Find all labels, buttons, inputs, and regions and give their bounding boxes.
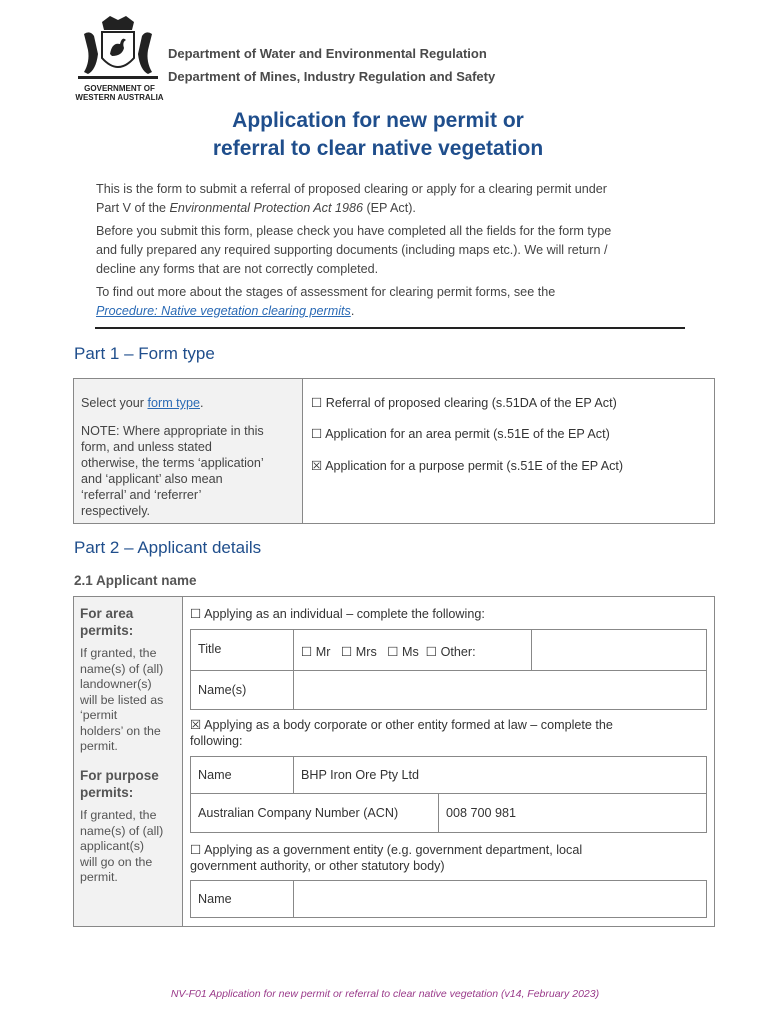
company-name-value: BHP Iron Ore Pty Ltd [301, 768, 420, 782]
intro-paragraph-3 [96, 283, 696, 321]
part1-heading: Part 1 – Form type [74, 344, 215, 363]
body-corporate-option[interactable] [190, 717, 710, 749]
select-text: Select your [81, 396, 148, 410]
intro-p3-end: . [350, 304, 355, 318]
area-text: If granted, the [80, 646, 157, 660]
area-title: For area [80, 606, 134, 621]
purpose-text: If granted, the [80, 808, 157, 822]
page-title [80, 107, 676, 163]
option-label: Referral of proposed clearing (s.51DA of the EP Act) [325, 396, 617, 410]
government-entity-option[interactable] [190, 842, 710, 874]
names-input[interactable] [293, 670, 707, 710]
intro-paragraph-2 [96, 222, 696, 279]
option-label: Application for a purpose permit (s.51E of the EP Act) [325, 459, 624, 473]
gov-line-1: GOVERNMENT OF [84, 84, 155, 93]
purpose-text: name(s) of (all) [80, 823, 164, 838]
area-text: landowner(s) [80, 677, 152, 691]
purpose-text: will go on the [80, 854, 153, 869]
gov-name-label: Name [198, 892, 232, 906]
divider [95, 327, 685, 329]
intro-p2-line3: decline any forms that are not correctly completed. [96, 262, 379, 276]
note-line: and ‘applicant’ also mean [81, 472, 223, 486]
area-text: holders’ on the [80, 723, 161, 738]
form-type-link[interactable]: form type [147, 396, 200, 410]
name-label: Name [198, 768, 232, 782]
area-title: permits: [80, 623, 134, 638]
act-name: Environmental Protection Act 1986 [169, 201, 363, 215]
purpose-text: applicant(s) [80, 839, 145, 853]
title-checkboxes[interactable]: ☐ Mr ☐ Mrs ☐ Ms ☐ Other: [301, 645, 476, 659]
select-end: . [200, 396, 204, 410]
intro-p2-line1: Before you submit this form, please check you have completed all the fields for the form type [96, 224, 612, 238]
body-corporate-line1: ☒ Applying as a body corporate or other entity formed at law – complete the [190, 718, 613, 732]
individual-option[interactable]: ☐ Applying as an individual – complete the following: [190, 607, 485, 621]
select-form-type [81, 395, 204, 411]
department-1: Department of Water and Environmental Regulation [168, 46, 487, 61]
area-permits-block [80, 605, 180, 755]
part2-heading: Part 2 – Applicant details [74, 538, 262, 557]
government-line2: government authority, or other statutory body) [190, 859, 445, 873]
checkbox-area-permit[interactable]: ☐ [311, 427, 323, 441]
government-wordmark [72, 84, 167, 102]
department-2: Department of Mines, Industry Regulation and Safety [168, 69, 496, 84]
note-line: form, and unless stated [81, 440, 212, 454]
area-text: permit. [80, 739, 118, 753]
note-line: NOTE: Where appropriate in this [81, 424, 264, 438]
area-text: ‘permit [80, 708, 118, 722]
other-title-input[interactable] [531, 629, 707, 671]
intro-p1-line1: This is the form to submit a referral of proposed clearing or apply for a clearing permit under [96, 182, 607, 196]
checkbox-referral[interactable]: ☐ [311, 396, 323, 410]
area-text: will be listed as [80, 692, 164, 707]
purpose-permits-block [80, 767, 180, 886]
applicant-name-subheading: 2.1 Applicant name [74, 573, 197, 588]
option-purpose-permit[interactable] [311, 458, 623, 473]
names-label: Name(s) [198, 683, 247, 697]
acn-label: Australian Company Number (ACN) [198, 806, 399, 820]
note-line: ‘referral’ and ‘referrer’ [81, 488, 202, 502]
option-label: Application for an area permit (s.51E of the EP Act) [325, 427, 610, 441]
gov-name-input[interactable] [293, 880, 707, 918]
acn-value: 008 700 981 [446, 806, 517, 820]
title-label: Title [198, 642, 222, 656]
option-referral[interactable] [311, 395, 617, 410]
option-area-permit[interactable] [311, 426, 610, 441]
checkbox-purpose-permit[interactable]: ☒ [311, 459, 323, 473]
intro-paragraph-1 [96, 180, 696, 218]
intro-p3-line1: To find out more about the stages of assessment for clearing permit forms, see the [96, 285, 556, 299]
note-line: otherwise, the terms ‘application’ [81, 456, 264, 470]
intro-p1-text: Part V of the [96, 201, 170, 215]
footer: NV-F01 Application for new permit or referral to clear native vegetation (v14, February 2023) [170, 988, 600, 1000]
purpose-text: permit. [80, 870, 118, 884]
note-line: respectively. [81, 504, 151, 518]
intro-p2-line2: and fully prepared any required supporting documents (including maps etc.). We will return / [96, 243, 608, 257]
body-corporate-line2: following: [190, 734, 243, 748]
area-text: name(s) of (all) [80, 661, 164, 676]
procedure-link[interactable]: Procedure: Native vegetation clearing permits [96, 304, 351, 318]
title-line-1: Application for new permit or [232, 109, 524, 132]
government-line1: ☐ Applying as a government entity (e.g. government department, local [190, 843, 583, 857]
purpose-title: permits: [80, 785, 134, 800]
intro-p1-end: (EP Act). [362, 201, 416, 215]
title-line-2: referral to clear native vegetation [212, 137, 544, 160]
purpose-title: For purpose [80, 768, 159, 783]
gov-line-2: WESTERN AUSTRALIA [75, 93, 164, 102]
note-text [81, 423, 301, 519]
